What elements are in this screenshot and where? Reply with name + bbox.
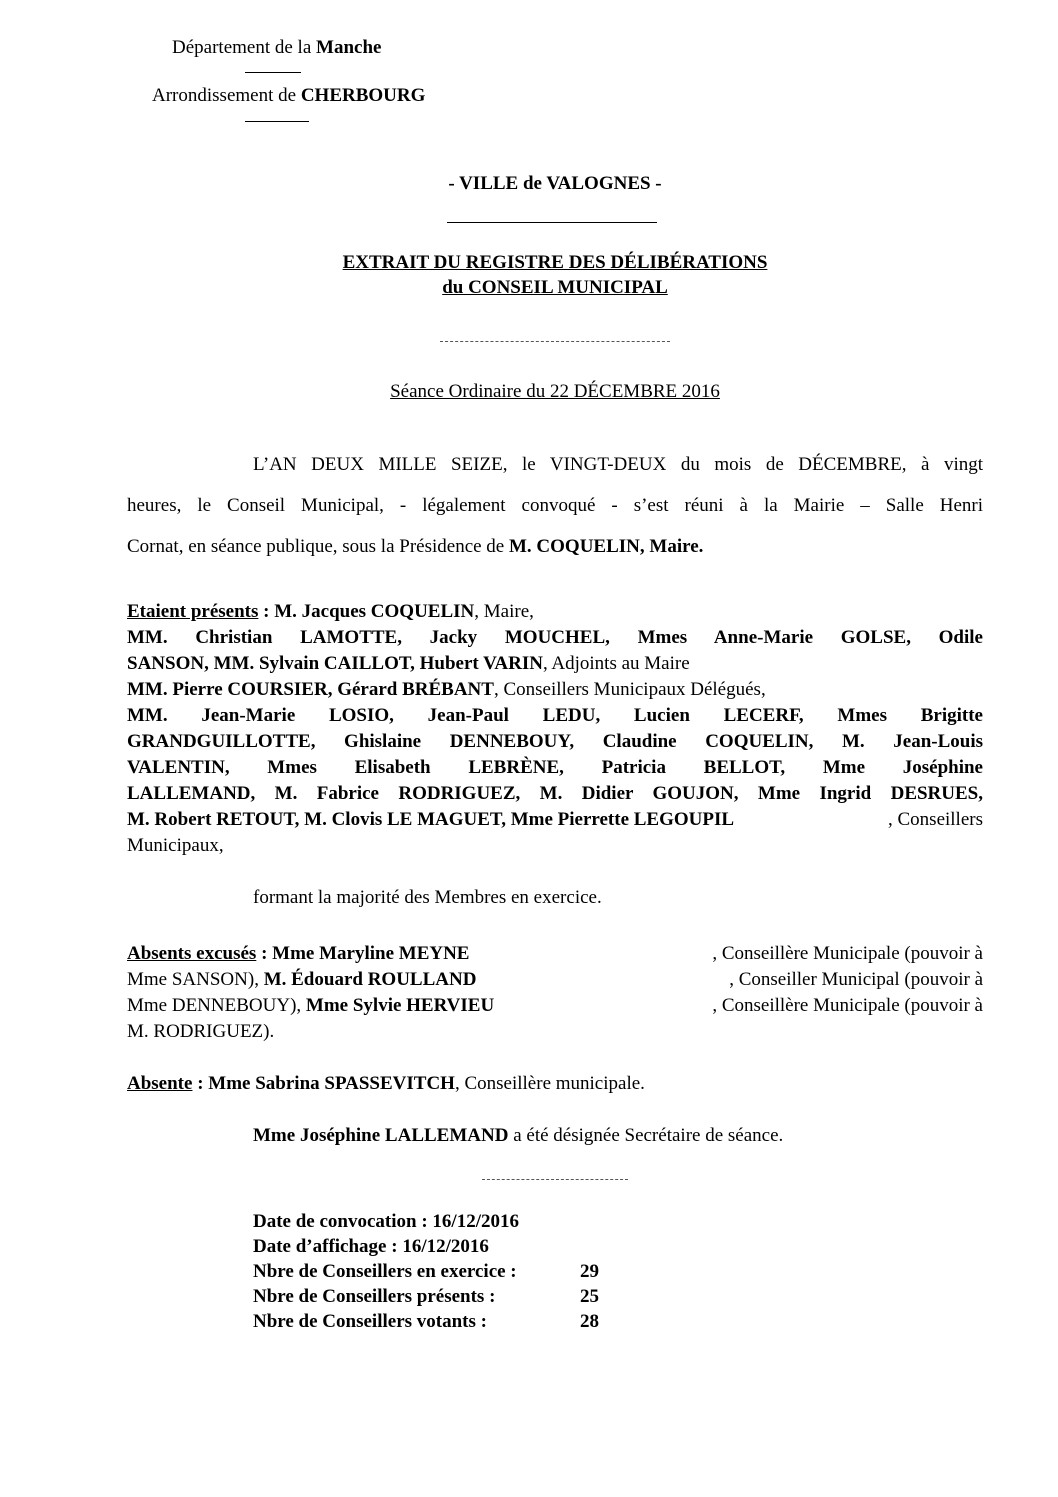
divider xyxy=(447,222,657,223)
intro-line3: Cornat, en séance publique, sous la Présidence de M. COQUELIN, Maire. xyxy=(127,536,704,557)
presents-line8: LALLEMAND, M. Fabrice RODRIGUEZ, M. Didier GOUJON, Mme Ingrid DESRUES, xyxy=(127,783,983,804)
extrait-title: EXTRAIT DU REGISTRE DES DÉLIBÉRATIONS xyxy=(342,252,768,273)
divider xyxy=(482,1179,628,1180)
secretaire-line: Mme Joséphine LALLEMAND a été désignée Secrétaire de séance. xyxy=(253,1125,784,1146)
excuses-line4: M. RODRIGUEZ). xyxy=(127,1021,275,1042)
arrondissement-line: Arrondissement de CHERBOURG xyxy=(152,85,426,106)
presents-line4: MM. Pierre COURSIER, Gérard BRÉBANT, Conseillers Municipaux Délégués, xyxy=(127,679,766,700)
presents-line2: MM. Christian LAMOTTE, Jacky MOUCHEL, Mmes Anne-Marie GOLSE, Odile xyxy=(127,627,983,648)
divider xyxy=(440,341,670,342)
stat-presents-value: 25 xyxy=(580,1286,599,1307)
presents-line6: GRANDGUILLOTTE, Ghislaine DENNEBOUY, Claudine COQUELIN, M. Jean-Louis xyxy=(127,731,983,752)
seance-title: Séance Ordinaire du 22 DÉCEMBRE 2016 xyxy=(390,381,720,402)
stat-presents-label: Nbre de Conseillers présents : xyxy=(253,1286,496,1307)
stat-votants-value: 28 xyxy=(580,1311,599,1332)
excuses-line2: Mme SANSON), M. Édouard ROULLAND , Conseiller Municipal (pouvoir à xyxy=(127,969,983,990)
excuses-line3: Mme DENNEBOUY), Mme Sylvie HERVIEU , Conseillère Municipale (pouvoir à xyxy=(127,995,983,1016)
absente-line: Absente : Mme Sabrina SPASSEVITCH, Conseillère municipale. xyxy=(127,1073,645,1094)
presents-line10: Municipaux, xyxy=(127,835,224,856)
stat-affichage: Date d’affichage : 16/12/2016 xyxy=(253,1236,489,1257)
presents-line3: SANSON, MM. Sylvain CAILLOT, Hubert VARIN, Adjoints au Maire xyxy=(127,653,690,674)
divider xyxy=(245,121,309,122)
extrait-subtitle: du CONSEIL MUNICIPAL xyxy=(442,277,668,298)
intro-line2: heures, le Conseil Municipal, - légalement convoqué - s’est réuni à la Mairie – Salle Henri xyxy=(127,495,983,516)
intro-line1: L’AN DEUX MILLE SEIZE, le VINGT-DEUX du mois de DÉCEMBRE, à vingt xyxy=(253,454,983,475)
presents-line7: VALENTIN, Mmes Elisabeth LEBRÈNE, Patricia BELLOT, Mme Joséphine xyxy=(127,757,983,778)
presents-line9: M. Robert RETOUT, M. Clovis LE MAGUET, Mme Pierrette LEGOUPIL , Conseillers xyxy=(127,809,983,830)
stat-exercice-value: 29 xyxy=(580,1261,599,1282)
presents-line5: MM. Jean-Marie LOSIO, Jean-Paul LEDU, Lucien LECERF, Mmes Brigitte xyxy=(127,705,983,726)
stat-convocation: Date de convocation : 16/12/2016 xyxy=(253,1211,519,1232)
stat-exercice-label: Nbre de Conseillers en exercice : xyxy=(253,1261,517,1282)
majority-line: formant la majorité des Membres en exercice. xyxy=(253,887,602,908)
stat-votants-label: Nbre de Conseillers votants : xyxy=(253,1311,487,1332)
ville-title: - VILLE de VALOGNES - xyxy=(448,173,662,194)
presents-line1: Etaient présents : M. Jacques COQUELIN, Maire, xyxy=(127,601,534,622)
department-line: Département de la Manche xyxy=(172,37,382,58)
divider xyxy=(245,72,301,73)
excuses-line1: Absents excusés : Mme Maryline MEYNE , Conseillère Municipale (pouvoir à xyxy=(127,943,983,964)
